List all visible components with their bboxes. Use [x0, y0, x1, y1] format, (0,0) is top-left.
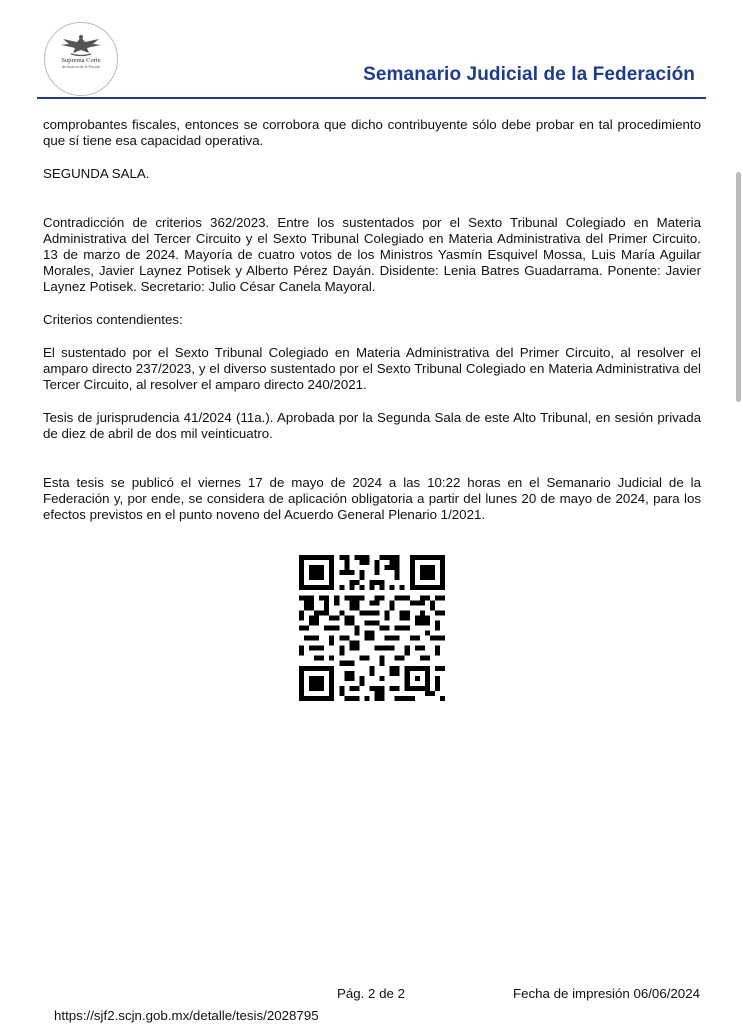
logo-subtext: de Justicia de la Nación	[62, 63, 100, 69]
paragraph-tesis: Tesis de jurisprudencia 41/2024 (11a.). Aprobada por la Segunda Sala de este Alto Tribunal, en sesión privada de diez de abril de dos mil veinticuatro.	[43, 410, 701, 441]
source-url-link[interactable]: https://sjf2.scjn.gob.mx/detalle/tesis/2028795	[54, 1008, 319, 1023]
page-header	[0, 0, 743, 100]
scjn-logo	[44, 22, 118, 96]
print-date: Fecha de impresión 06/06/2024	[512, 986, 700, 1001]
eagle-emblem-icon	[59, 33, 103, 57]
scrollbar-thumb[interactable]	[736, 172, 741, 402]
paragraph-contradiccion: Contradicción de criterios 362/2023. Entre los sustentados por el Sexto Tribunal Colegiado en Materia Administrativa del Tercer Circuito y el Sexto Tribunal Colegiado en Materia Administrativa del Primer Circuito. 13 de marzo de 2024. Mayoría de cuatro votos de los Ministros Yasmín Esquivel Mossa, Luis María Aguilar Morales, Javier Laynez Potisek y Alberto Pérez Dayán. Disidente: Lenia Batres Guadarrama. Ponente: Javier Laynez Potisek. Secretario: Julio César Canela Mayoral.	[43, 215, 701, 294]
qr-code[interactable]	[299, 555, 445, 701]
site-title: Semanario Judicial de la Federación	[363, 64, 695, 85]
page-number: Pág. 2 de 2	[337, 986, 406, 1001]
paragraph-continuation: comprobantes fiscales, entonces se corrobora que dicho contribuyente sólo debe probar en tal procedimiento que sí tiene esa capacidad operativa.	[43, 117, 701, 148]
header-divider	[37, 97, 706, 99]
logo-text: Suprema Corte	[61, 57, 101, 64]
paragraph-criterios-heading: Criterios contendientes:	[43, 312, 183, 327]
document-body	[43, 117, 701, 523]
scrollbar[interactable]	[731, 0, 743, 1024]
chamber-label: SEGUNDA SALA.	[43, 166, 150, 181]
paragraph-criterios: El sustentado por el Sexto Tribunal Colegiado en Materia Administrativa del Primer Circuito, al resolver el amparo directo 237/2023, y el diverso sustentado por el Sexto Tribunal Colegiado en Materia Administrativa del Tercer Circuito, al resolver el amparo directo 240/2021.	[43, 345, 701, 392]
paragraph-publicacion: Esta tesis se publicó el viernes 17 de mayo de 2024 a las 10:22 horas en el Semanario Judicial de la Federación y, por ende, se considera de aplicación obligatoria a partir del lunes 20 de mayo de 2024, para los efectos previstos en el punto noveno del Acuerdo General Plenario 1/2021.	[43, 475, 701, 522]
